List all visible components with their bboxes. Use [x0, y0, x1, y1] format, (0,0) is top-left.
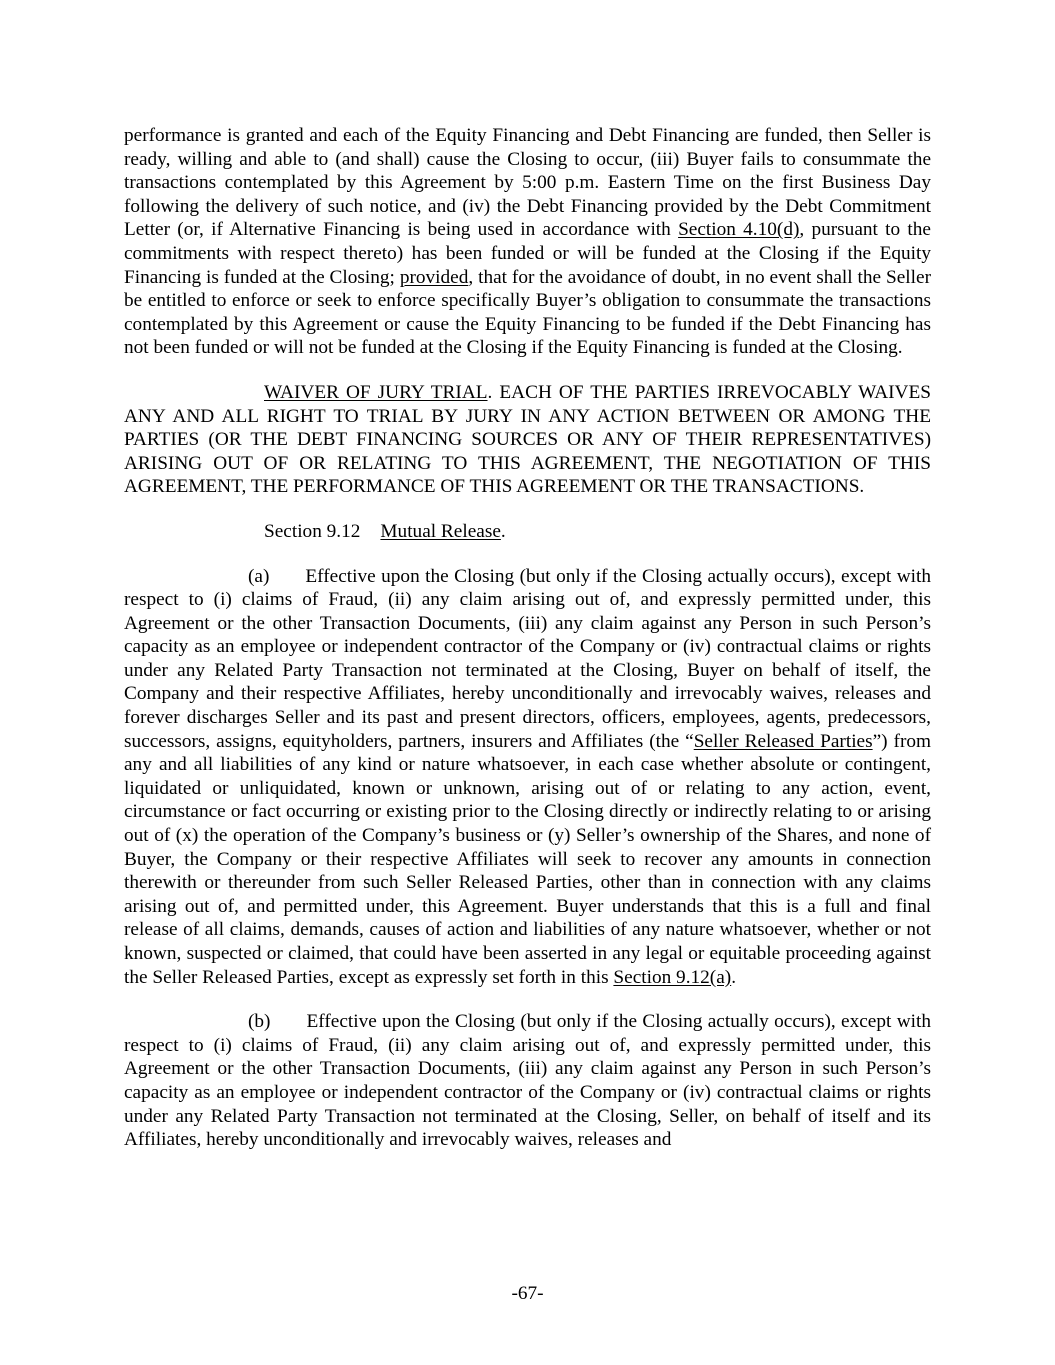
section-heading [124, 520, 931, 544]
waiver-heading: WAIVER OF JURY TRIAL [264, 381, 488, 403]
subsection-a-text: . [731, 966, 737, 988]
provided-term: provided [399, 266, 469, 288]
page-number: -67- [511, 1283, 544, 1304]
section-4-10-d-reference: Section 4.10(d) [678, 219, 800, 241]
seller-released-parties-term: Seller Released Parties [693, 730, 873, 752]
subsection-b-text: Effective upon the Closing (but only if the Closing actually occurs), except with respect to (i) claims of Fraud, (ii) any claim arising out of, and expressly permitted under, this Agreement or the other Transaction Documents, (iii) any claim against any Person in such Person’s capacity as an employee or independent contractor of the Company or (iv) contractual claims or rights under any Related Party Transaction not terminated at the Closing, Seller, on behalf of itself and its Affiliates, hereby unconditionally and irrevocably waives, releases and [124, 1011, 931, 1151]
subsection-a-text: ”) from any and all liabilities of any kind or nature whatsoever, in each case whether absolute or contingent, liquidated or unliquidated, known or unknown, arising out of or relating to any action, event, circumstance or fact occurring or existing prior to the Closing directly or indirectly relating to or arising out of (x) the operation of the Company’s business or (y) Seller’s ownership of the Shares, and none of Buyer, the Company or their respective Affiliates will seek to recover any amounts in connection therewith or thereunder from such Seller Released Parties, other than in connection with any claims arising out of, and permitted under, this Agreement. Buyer understands that this is a full and final release of all claims, demands, causes of action and liabilities of any nature whatsoever, whether or not known, suspected or claimed, that could have been asserted in any legal or equitable proceeding against the Seller Released Parties, except as expressly set forth in this [124, 730, 931, 988]
waiver-text: . EACH OF THE PARTIES IRREVOCABLY WAIVES ANY AND ALL RIGHT TO TRIAL BY JURY IN ANY ACTION BETWEEN OR AMONG THE PARTIES (OR THE DEBT FINANCING SOURCES OR ANY OF THEIR REPRESENTATIVES) ARISING OUT OF OR RELATING TO THIS AGREEMENT, THE NEGOTIATION OF THIS AGREEMENT, THE PERFORMANCE OF THIS AGREEMENT OR THE TRANSACTIONS. [124, 381, 931, 498]
section-title-period: . [500, 520, 506, 542]
paragraph-text: , pursuant to the commitments with respect thereto) has been funded or will be funded at the Closing if the Equity Financing is funded at the Closing; [124, 219, 931, 288]
paragraph-text: , that for the avoidance of doubt, in no event shall the Seller be entitled to enforce or seek to enforce specifically Buyer’s obligation to consummate the transactions contemplated by this Agreement or cause the Equity Financing to be funded if the Debt Financing has not been funded or will not be funded at the Closing if the Equity Financing is funded at the Closing. [124, 266, 931, 359]
paragraph-continuation [124, 124, 931, 360]
waiver-paragraph [124, 381, 931, 499]
section-title: Mutual Release [380, 520, 501, 542]
section-number: Section 9.12 [264, 520, 361, 542]
subsection-b-label: (b) [248, 1011, 271, 1033]
subsection-b [124, 1010, 931, 1152]
paragraph-text: performance is granted and each of the Equity Financing and Debt Financing are funded, then Seller is ready, willing and able to (and shall) cause the Closing to occur, (iii) Buyer fails to consummate the transactions contemplated by this Agreement by 5:00 p.m. Eastern Time on the first Business Day following the delivery of such notice, and (iv) the Debt Financing provided by the Debt Commitment Letter (or, if Alternative Financing is being used in accordance with [124, 125, 931, 241]
subsection-a-text: Effective upon the Closing (but only if the Closing actually occurs), except with respect to (i) claims of Fraud, (ii) any claim arising out of, and expressly permitted under, this Agreement or the other Transaction Documents, (iii) any claim against any Person in such Person’s capacity as an employee or independent contractor of the Company or (iv) contractual claims or rights under any Related Party Transaction not terminated at the Closing, Buyer on behalf of itself, the Company and their respective Affiliates, hereby unconditionally and irrevocably waives, releases and forever discharges Seller and its past and present directors, officers, employees, agents, predecessors, successors, assigns, equityholders, partners, insurers and Affiliates (the “ [124, 565, 931, 752]
section-9-12-a-reference: Section 9.12(a) [613, 966, 732, 988]
document-page [124, 124, 931, 1152]
subsection-a-label: (a) [248, 565, 270, 587]
subsection-a [124, 565, 931, 990]
